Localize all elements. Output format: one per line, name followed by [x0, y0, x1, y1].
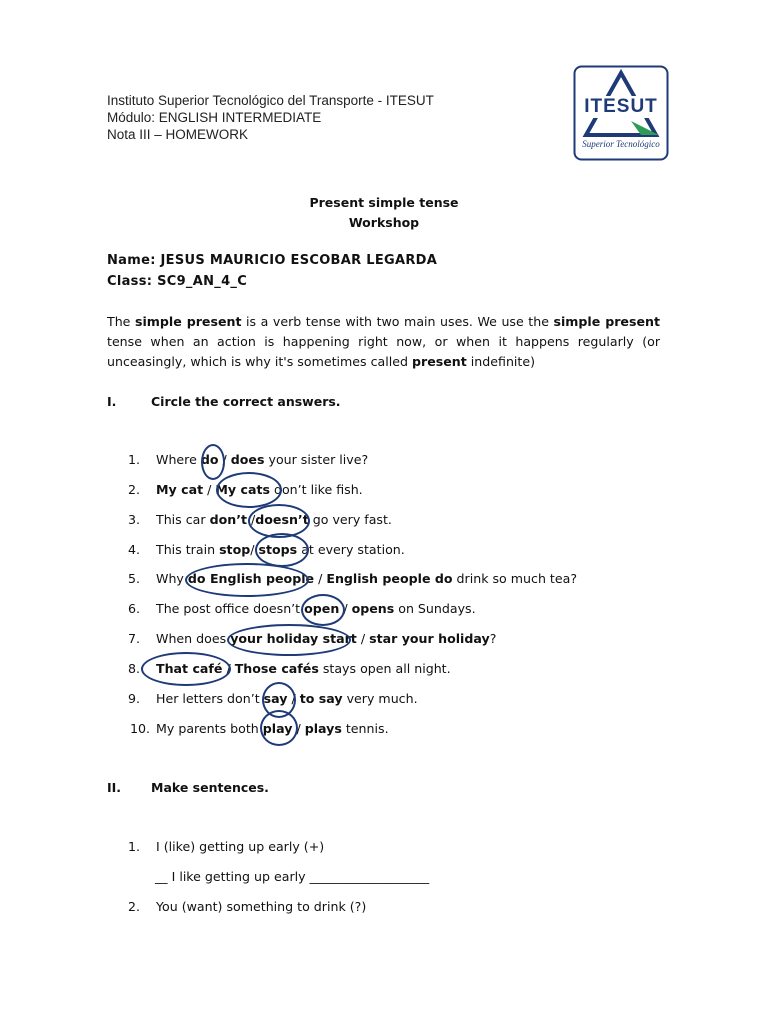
question-item: 9. Her letters don’t say / to say very much. — [128, 691, 418, 706]
grade-label: Nota III – HOMEWORK — [107, 127, 249, 142]
student-class — [107, 274, 247, 289]
document-title: Present simple tense — [309, 195, 459, 210]
logo-text: ITESUT — [584, 96, 658, 117]
document-subtitle: Workshop — [348, 215, 420, 230]
sentence-item: 1. I (like) getting up early (+) — [128, 839, 325, 854]
question-item: 7. When does your holiday start / star your holiday? — [128, 631, 497, 646]
question-item: 6. The post office doesn’t open / opens on Sundays. — [128, 601, 476, 616]
sentence-answer: __ I like getting up early ___________________ — [155, 869, 430, 884]
answer-circle — [301, 594, 345, 626]
question-item: 5. Why do English people / English people do drink so much tea? — [128, 571, 578, 586]
institution-name: Instituto Superior Tecnológico del Transporte - ITESUT — [107, 93, 434, 108]
module-name: Módulo: ENGLISH INTERMEDIATE — [107, 110, 322, 125]
class-value: SC9_AN_4_C — [157, 274, 248, 289]
question-item: 10. My parents both play / plays tennis. — [130, 721, 389, 736]
question-item: 2. My cat / My cats don’t like fish. — [128, 482, 363, 497]
student-name — [107, 253, 437, 268]
section-2-title: Make sentences. — [151, 780, 269, 795]
section-1-number: I. — [107, 394, 117, 409]
sentence-item: 2. You (want) something to drink (?) — [128, 899, 367, 914]
name-label: Name: — [107, 253, 156, 268]
section-2-heading — [107, 780, 269, 795]
logo-tagline: Superior Tecnológico — [582, 139, 660, 149]
name-value: JESUS MAURICIO ESCOBAR LEGARDA — [160, 253, 438, 268]
class-label: Class: — [107, 274, 153, 289]
question-item: 4. This train stop/ stops at every station. — [128, 542, 405, 557]
answer-circle — [201, 444, 225, 480]
institution-header — [107, 92, 434, 143]
answer-circle — [260, 710, 298, 746]
question-item: 3. This car don’t /doesn’t go very fast. — [128, 512, 392, 527]
section-1-heading — [107, 394, 341, 409]
itesut-logo — [573, 65, 669, 161]
answer-circle — [227, 624, 351, 656]
section-2-number: II. — [107, 780, 122, 795]
answer-circle — [255, 533, 309, 567]
question-item: 8. That café / Those cafés stays open all night. — [128, 661, 451, 676]
question-item: 1. Where do / does your sister live? — [128, 452, 369, 467]
section-1-title: Circle the correct answers. — [151, 394, 341, 409]
intro-paragraph: The simple present is a verb tense with two main uses. We use the simple present tense when an action is happening right now, or when it happens regularly (or unceasingly, which is why it's sometimes called present indefinite) — [107, 314, 661, 369]
answer-circle — [141, 652, 231, 686]
answer-circle — [216, 472, 282, 508]
answer-circle — [185, 563, 309, 597]
